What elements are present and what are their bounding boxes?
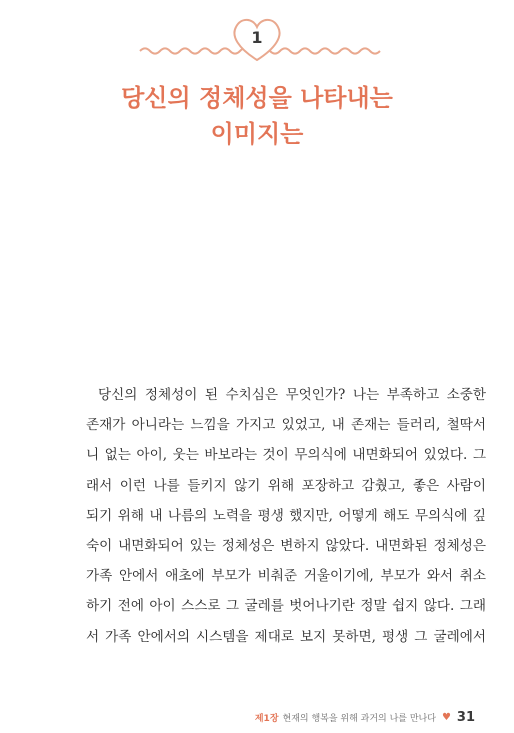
footer-chapter-label: 제1장 bbox=[254, 713, 279, 724]
body-line: 하기 전에 아이 스스로 그 굴레를 벗어나기란 정말 쉽지 않다. 그래 bbox=[86, 598, 486, 615]
chapter-number: 1 bbox=[251, 28, 263, 47]
title-line-1: 당신의 정체성을 나타내는 bbox=[121, 84, 393, 112]
body-line: 래서 이런 나를 들키지 않기 위해 포장하고 감췄고, 좋은 사람이 bbox=[86, 477, 486, 494]
body-line: 가족 안에서 애초에 부모가 비춰준 거울이기에, 부모가 와서 취소 bbox=[86, 568, 486, 585]
body-line: 숙이 내면화되어 있는 정체성은 변하지 않았다. 내면화된 정체성은 bbox=[86, 538, 486, 555]
title-line-2: 이미지는 bbox=[210, 120, 304, 148]
chapter-header bbox=[0, 0, 514, 70]
footer-chapter-title: 현재의 행복을 위해 과거의 나를 만나다 bbox=[282, 713, 436, 724]
page-number: 31 bbox=[456, 709, 475, 725]
page-title bbox=[0, 80, 514, 152]
page-footer bbox=[255, 708, 475, 726]
body-paragraph bbox=[86, 380, 486, 652]
body-line: 존재가 아니라는 느낌을 가지고 있었고, 내 존재는 들러리, 철딱서 bbox=[86, 417, 486, 434]
heart-icon: ♥ bbox=[441, 711, 451, 723]
body-line: 니 없는 아이, 웃는 바보라는 것이 무의식에 내면화되어 있었다. 그 bbox=[86, 447, 486, 464]
body-line: 당신의 정체성이 된 수치심은 무엇인가? 나는 부족하고 소중한 bbox=[98, 387, 486, 403]
body-line: 서 가족 안에서의 시스템을 제대로 보지 못하면, 평생 그 굴레에서 bbox=[86, 628, 486, 645]
body-line: 되기 위해 내 나름의 노력을 평생 했지만, 어떻게 해도 무의식에 깊 bbox=[86, 507, 486, 524]
